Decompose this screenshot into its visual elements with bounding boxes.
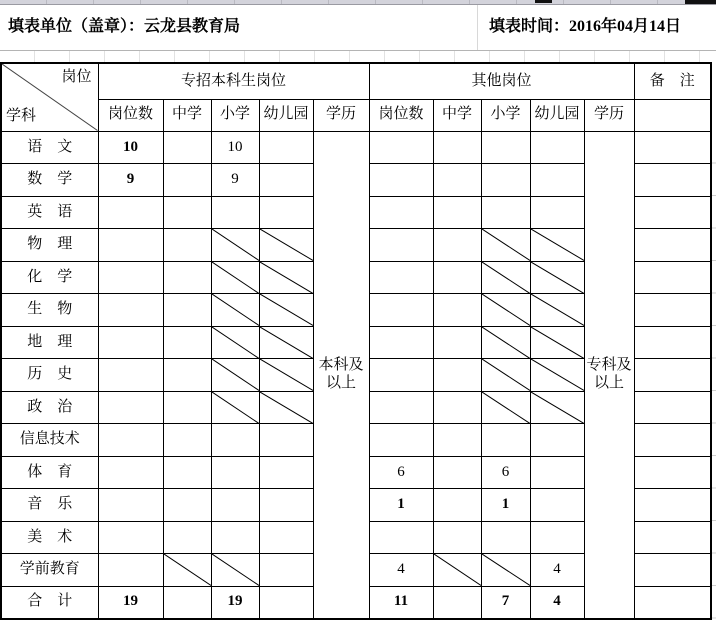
g2-degree-cell[interactable]: 专科及以上 — [584, 131, 634, 619]
g2-count-cell[interactable] — [369, 131, 433, 164]
subject-cell[interactable]: 数 学 — [1, 164, 98, 197]
diagonal-line — [260, 229, 313, 261]
g2-kinder-cell[interactable] — [530, 326, 584, 359]
remark-cell[interactable] — [634, 164, 711, 197]
g2-middle-cell[interactable] — [433, 229, 481, 262]
column-header[interactable]: 学历 — [584, 99, 634, 131]
remark-header[interactable]: 备 注 — [634, 63, 711, 99]
g1-count-cell[interactable]: 19 — [98, 586, 163, 619]
g2-primary-cell[interactable] — [481, 131, 530, 164]
g1-count-cell[interactable] — [98, 554, 163, 587]
remark-cell[interactable] — [634, 229, 711, 262]
column-header[interactable]: 中学 — [163, 99, 211, 131]
diagonal-line — [531, 359, 584, 391]
diagonal-line — [260, 359, 313, 391]
table-header-row-1 — [1, 63, 711, 99]
g2-middle-cell[interactable] — [433, 586, 481, 619]
g1-middle-cell[interactable] — [163, 261, 211, 294]
subject-cell[interactable]: 政 治 — [1, 391, 98, 424]
subject-cell[interactable]: 地 理 — [1, 326, 98, 359]
header-cell-divider — [477, 5, 478, 50]
partial-top-row — [0, 0, 716, 5]
g1-middle-cell[interactable] — [163, 424, 211, 457]
g2-primary-cell[interactable] — [481, 359, 530, 392]
g1-kinder-cell[interactable] — [259, 521, 313, 554]
column-header[interactable]: 幼儿园 — [259, 99, 313, 131]
column-header[interactable]: 岗位数 — [369, 99, 433, 131]
top-ink-mark — [535, 0, 552, 3]
g2-middle-cell[interactable] — [433, 359, 481, 392]
g2-count-cell[interactable] — [369, 521, 433, 554]
column-header[interactable]: 幼儿园 — [530, 99, 584, 131]
subject-cell[interactable]: 语 文 — [1, 131, 98, 164]
g2-count-cell[interactable]: 4 — [369, 554, 433, 587]
g2-kinder-cell[interactable] — [530, 261, 584, 294]
corner-label-subject: 学科 — [6, 108, 37, 125]
diagonal-line — [212, 392, 259, 424]
diagonal-line — [482, 294, 530, 326]
g2-kinder-cell[interactable] — [530, 391, 584, 424]
group1-header[interactable]: 专招本科生岗位 — [98, 63, 369, 99]
position-table — [0, 62, 712, 620]
diagonal-line — [260, 327, 313, 359]
g2-primary-cell[interactable] — [481, 521, 530, 554]
diagonal-line — [212, 294, 259, 326]
g2-count-cell[interactable] — [369, 294, 433, 327]
g2-middle-cell[interactable] — [433, 424, 481, 457]
column-header[interactable]: 岗位数 — [98, 99, 163, 131]
g1-primary-cell[interactable] — [211, 554, 259, 587]
g1-kinder-cell[interactable] — [259, 424, 313, 457]
remark-cell[interactable] — [634, 326, 711, 359]
subject-cell[interactable]: 历 史 — [1, 359, 98, 392]
diagonal-line — [482, 229, 530, 261]
remark-cell[interactable] — [634, 424, 711, 457]
g1-primary-cell[interactable] — [211, 229, 259, 262]
g1-primary-cell[interactable]: 19 — [211, 586, 259, 619]
g1-count-cell[interactable] — [98, 229, 163, 262]
diagonal-line — [531, 262, 584, 294]
g1-kinder-cell[interactable] — [259, 359, 313, 392]
g2-kinder-cell[interactable]: 4 — [530, 586, 584, 619]
g1-count-cell[interactable] — [98, 456, 163, 489]
g2-count-cell[interactable]: 1 — [369, 489, 433, 522]
g1-count-cell[interactable] — [98, 196, 163, 229]
g2-count-cell[interactable] — [369, 391, 433, 424]
g1-middle-cell[interactable] — [163, 196, 211, 229]
g2-kinder-cell[interactable] — [530, 131, 584, 164]
g2-middle-cell[interactable] — [433, 164, 481, 197]
g2-primary-cell[interactable] — [481, 326, 530, 359]
remark-cell[interactable] — [634, 131, 711, 164]
g1-kinder-cell[interactable] — [259, 196, 313, 229]
subject-cell[interactable]: 美 术 — [1, 521, 98, 554]
g2-middle-cell[interactable] — [433, 489, 481, 522]
diagonal-line — [212, 262, 259, 294]
gap-gridlines — [0, 51, 716, 62]
g2-kinder-cell[interactable] — [530, 489, 584, 522]
g1-middle-cell[interactable] — [163, 164, 211, 197]
g1-middle-cell[interactable] — [163, 456, 211, 489]
g1-middle-cell[interactable] — [163, 326, 211, 359]
g1-middle-cell[interactable] — [163, 554, 211, 587]
g1-count-cell[interactable] — [98, 424, 163, 457]
form-date-label: 填表时间：2016年04月14日 — [489, 18, 682, 35]
g1-kinder-cell[interactable] — [259, 586, 313, 619]
g1-primary-cell[interactable] — [211, 294, 259, 327]
table-header-row-2 — [1, 99, 711, 131]
remark-cell[interactable] — [634, 196, 711, 229]
diagonal-line — [212, 359, 259, 391]
g2-kinder-cell[interactable] — [530, 521, 584, 554]
g1-kinder-cell[interactable] — [259, 456, 313, 489]
subject-cell[interactable]: 化 学 — [1, 261, 98, 294]
g2-primary-cell[interactable]: 1 — [481, 489, 530, 522]
g1-count-cell[interactable] — [98, 521, 163, 554]
g1-kinder-cell[interactable] — [259, 229, 313, 262]
g2-kinder-cell[interactable] — [530, 164, 584, 197]
g1-kinder-cell[interactable] — [259, 294, 313, 327]
g1-count-cell[interactable] — [98, 261, 163, 294]
subject-cell[interactable]: 生 物 — [1, 294, 98, 327]
g2-primary-cell[interactable] — [481, 196, 530, 229]
subject-cell[interactable]: 音 乐 — [1, 489, 98, 522]
diagonal-line — [482, 359, 530, 391]
g2-primary-cell[interactable] — [481, 554, 530, 587]
diagonal-line — [482, 392, 530, 424]
g2-kinder-cell[interactable] — [530, 424, 584, 457]
g1-primary-cell[interactable] — [211, 261, 259, 294]
remark-cell[interactable] — [634, 521, 711, 554]
column-header[interactable]: 学历 — [313, 99, 369, 131]
g1-degree-cell[interactable]: 本科及以上 — [313, 131, 369, 619]
g2-primary-cell[interactable] — [481, 391, 530, 424]
g1-middle-cell[interactable] — [163, 131, 211, 164]
diagonal-line — [260, 262, 313, 294]
column-header[interactable]: 小学 — [211, 99, 259, 131]
g1-primary-cell[interactable] — [211, 359, 259, 392]
remark-cell[interactable] — [634, 489, 711, 522]
g2-primary-cell[interactable] — [481, 294, 530, 327]
subject-cell[interactable]: 物 理 — [1, 229, 98, 262]
g1-kinder-cell[interactable] — [259, 391, 313, 424]
diagonal-line — [164, 554, 211, 586]
g1-count-cell[interactable] — [98, 391, 163, 424]
g1-primary-cell[interactable] — [211, 196, 259, 229]
g1-primary-cell[interactable] — [211, 456, 259, 489]
g2-middle-cell[interactable] — [433, 456, 481, 489]
g2-count-cell[interactable] — [369, 229, 433, 262]
g1-count-cell[interactable]: 9 — [98, 164, 163, 197]
remark-cell[interactable] — [634, 456, 711, 489]
diagonal-line — [531, 294, 584, 326]
corner-cell[interactable] — [1, 63, 98, 131]
column-header[interactable]: 小学 — [481, 99, 530, 131]
g2-primary-cell[interactable]: 6 — [481, 456, 530, 489]
diagonal-line — [482, 554, 530, 586]
remark-subheader-cell[interactable] — [634, 99, 711, 131]
g2-count-cell[interactable]: 6 — [369, 456, 433, 489]
remark-cell[interactable] — [634, 294, 711, 327]
diagonal-line — [434, 554, 481, 586]
g2-kinder-cell[interactable] — [530, 294, 584, 327]
remark-cell[interactable] — [634, 554, 711, 587]
subject-cell[interactable]: 学前教育 — [1, 554, 98, 587]
diagonal-line — [212, 327, 259, 359]
remark-cell[interactable] — [634, 391, 711, 424]
g1-primary-cell[interactable] — [211, 326, 259, 359]
diagonal-line — [531, 392, 584, 424]
g2-middle-cell[interactable] — [433, 261, 481, 294]
corner-label-position: 岗位 — [61, 69, 92, 85]
g1-kinder-cell[interactable] — [259, 489, 313, 522]
g1-count-cell[interactable] — [98, 294, 163, 327]
subject-cell[interactable]: 体 育 — [1, 456, 98, 489]
g2-kinder-cell[interactable] — [530, 456, 584, 489]
g1-middle-cell[interactable] — [163, 586, 211, 619]
g1-count-cell[interactable] — [98, 326, 163, 359]
g2-middle-cell[interactable] — [433, 196, 481, 229]
g1-primary-cell[interactable] — [211, 424, 259, 457]
g1-primary-cell[interactable] — [211, 521, 259, 554]
g2-middle-cell[interactable] — [433, 521, 481, 554]
g1-middle-cell[interactable] — [163, 391, 211, 424]
remark-cell[interactable] — [634, 586, 711, 619]
g1-count-cell[interactable] — [98, 359, 163, 392]
g1-kinder-cell[interactable] — [259, 131, 313, 164]
g2-middle-cell[interactable] — [433, 554, 481, 587]
g1-kinder-cell[interactable] — [259, 164, 313, 197]
g2-kinder-cell[interactable] — [530, 196, 584, 229]
subject-cell[interactable]: 合 计 — [1, 586, 98, 619]
group2-header[interactable]: 其他岗位 — [369, 63, 634, 99]
g2-primary-cell[interactable]: 7 — [481, 586, 530, 619]
subject-cell[interactable]: 信息技术 — [1, 424, 98, 457]
g2-middle-cell[interactable] — [433, 326, 481, 359]
g2-primary-cell[interactable] — [481, 424, 530, 457]
remark-cell[interactable] — [634, 261, 711, 294]
diagonal-line — [260, 392, 313, 424]
g1-middle-cell[interactable] — [163, 229, 211, 262]
g1-count-cell[interactable]: 10 — [98, 131, 163, 164]
g2-count-cell[interactable] — [369, 164, 433, 197]
g1-kinder-cell[interactable] — [259, 554, 313, 587]
g1-primary-cell[interactable] — [211, 391, 259, 424]
g2-middle-cell[interactable] — [433, 391, 481, 424]
subject-cell[interactable]: 英 语 — [1, 196, 98, 229]
g1-primary-cell[interactable] — [211, 489, 259, 522]
g2-primary-cell[interactable] — [481, 229, 530, 262]
g2-kinder-cell[interactable] — [530, 359, 584, 392]
g2-middle-cell[interactable] — [433, 131, 481, 164]
g1-middle-cell[interactable] — [163, 294, 211, 327]
column-header[interactable]: 中学 — [433, 99, 481, 131]
diagonal-line — [482, 262, 530, 294]
g2-primary-cell[interactable] — [481, 261, 530, 294]
g2-count-cell[interactable] — [369, 359, 433, 392]
g1-count-cell[interactable] — [98, 489, 163, 522]
remark-cell[interactable] — [634, 359, 711, 392]
table-row — [1, 131, 711, 164]
diagonal-line — [212, 554, 259, 586]
g1-kinder-cell[interactable] — [259, 326, 313, 359]
diagonal-line — [531, 229, 584, 261]
top-right-ink-mark — [685, 0, 716, 4]
g1-middle-cell[interactable] — [163, 489, 211, 522]
g2-primary-cell[interactable] — [481, 164, 530, 197]
form-unit-label: 填表单位（盖章）：云龙县教育局 — [8, 18, 241, 35]
g2-count-cell[interactable] — [369, 424, 433, 457]
diagonal-line — [260, 294, 313, 326]
g1-middle-cell[interactable] — [163, 359, 211, 392]
g2-kinder-cell[interactable]: 4 — [530, 554, 584, 587]
g2-count-cell[interactable]: 11 — [369, 586, 433, 619]
g2-count-cell[interactable] — [369, 326, 433, 359]
g2-middle-cell[interactable] — [433, 294, 481, 327]
diagonal-line — [531, 327, 584, 359]
diagonal-line — [482, 327, 530, 359]
g2-count-cell[interactable] — [369, 261, 433, 294]
g1-primary-cell[interactable]: 9 — [211, 164, 259, 197]
g1-kinder-cell[interactable] — [259, 261, 313, 294]
g2-kinder-cell[interactable] — [530, 229, 584, 262]
diagonal-line — [212, 229, 259, 261]
g1-primary-cell[interactable]: 10 — [211, 131, 259, 164]
g1-middle-cell[interactable] — [163, 521, 211, 554]
g2-count-cell[interactable] — [369, 196, 433, 229]
